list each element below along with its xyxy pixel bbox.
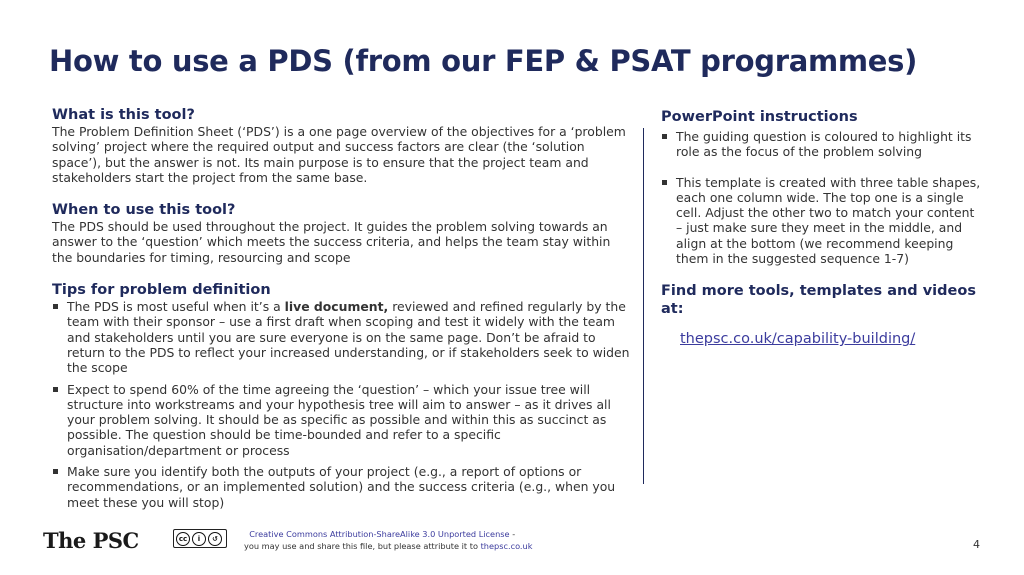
psc-logo: The PSC <box>43 528 139 553</box>
column-divider <box>643 128 644 484</box>
when-heading: When to use this tool? <box>52 202 236 219</box>
sa-icon: ↺ <box>208 532 222 546</box>
when-body: The PDS should be used throughout the project. It guides the problem solving towards an answer to the ‘question’ which meets the success criteria, and helps the team stay within the boundaries for timing, resourcing and scope <box>52 219 611 265</box>
license-sep: - <box>509 529 516 539</box>
by-icon: i <box>192 532 206 546</box>
page-number: 4 <box>973 538 980 551</box>
page-title: How to use a PDS (from our FEP & PSAT programmes) <box>49 44 918 78</box>
ppt-heading: PowerPoint instructions <box>661 109 858 125</box>
what-heading: What is this tool? <box>52 107 195 123</box>
cc-by-sa-icon[interactable] <box>173 529 227 548</box>
ppt-list <box>661 129 981 266</box>
tips-list <box>52 299 634 510</box>
tips-heading: Tips for problem definition <box>52 282 271 299</box>
license-link[interactable]: Creative Commons Attribution-ShareAlike 3.0 Unported License <box>249 529 510 539</box>
ppt-bullet-1: The guiding question is coloured to highlight its role as the focus of the problem solving <box>661 129 981 160</box>
left-column <box>52 106 634 516</box>
license-text: you may use and share this file, but please attribute it to <box>244 541 481 551</box>
tips-bullet-3: Make sure you identify both the outputs of your project (e.g., a report of options or recommendations, or an implemented solution) and the success criteria (e.g., when you meet these you will stop) <box>52 464 634 510</box>
what-body: The Problem Definition Sheet (‘PDS’) is a one page overview of the objectives for a ‘problem solving’ project where the required output and success factors are clear (the ‘solution space’), but the answer is not. Its main purpose is to ensure that the project team and stakeholders start the project from the same base. <box>52 124 626 185</box>
tips-bullet-2: Expect to spend 60% of the time agreeing the ‘question’ – which your issue tree will structure into workstreams and your hypothesis tree will aim to answer – as it drives all your problem solving. It should be as specific as possible and within this as succinct as possible. The question should be time-bounded and refer to a specific organisation/department or process <box>52 382 634 458</box>
tips-bullet-1 <box>52 299 634 375</box>
more-heading: Find more tools, templates and videos at: <box>661 283 976 318</box>
capability-building-link[interactable]: thepsc.co.uk/capability-building/ <box>680 331 916 348</box>
right-column <box>661 108 981 347</box>
ppt-bullet-2: This template is created with three table shapes, each one column wide. The top one is a single cell. Adjust the other two to match your content – just make sure they meet in the middle, and align at the bottom (we recommend keeping them in the suggested sequence 1-7) <box>661 175 981 267</box>
license-site-link[interactable]: thepsc.co.uk <box>480 541 533 551</box>
tips-bullet-1-text-a: The PDS is most useful when it’s a <box>67 299 285 315</box>
tips-bullet-1-bold: live document, <box>284 299 389 315</box>
license-notice <box>244 528 532 552</box>
cc-icon: cc <box>176 532 190 546</box>
tips-bullet-1-text-b: reviewed and refined regularly by the team with their sponsor – use a first draft when scoping and test it widely with the team and stakeholders until you are sure everyone is on the same page. Don’t be afraid to return to the PDS to reflect your increased understanding, or if stakeholders seek to widen the scope <box>67 299 630 376</box>
